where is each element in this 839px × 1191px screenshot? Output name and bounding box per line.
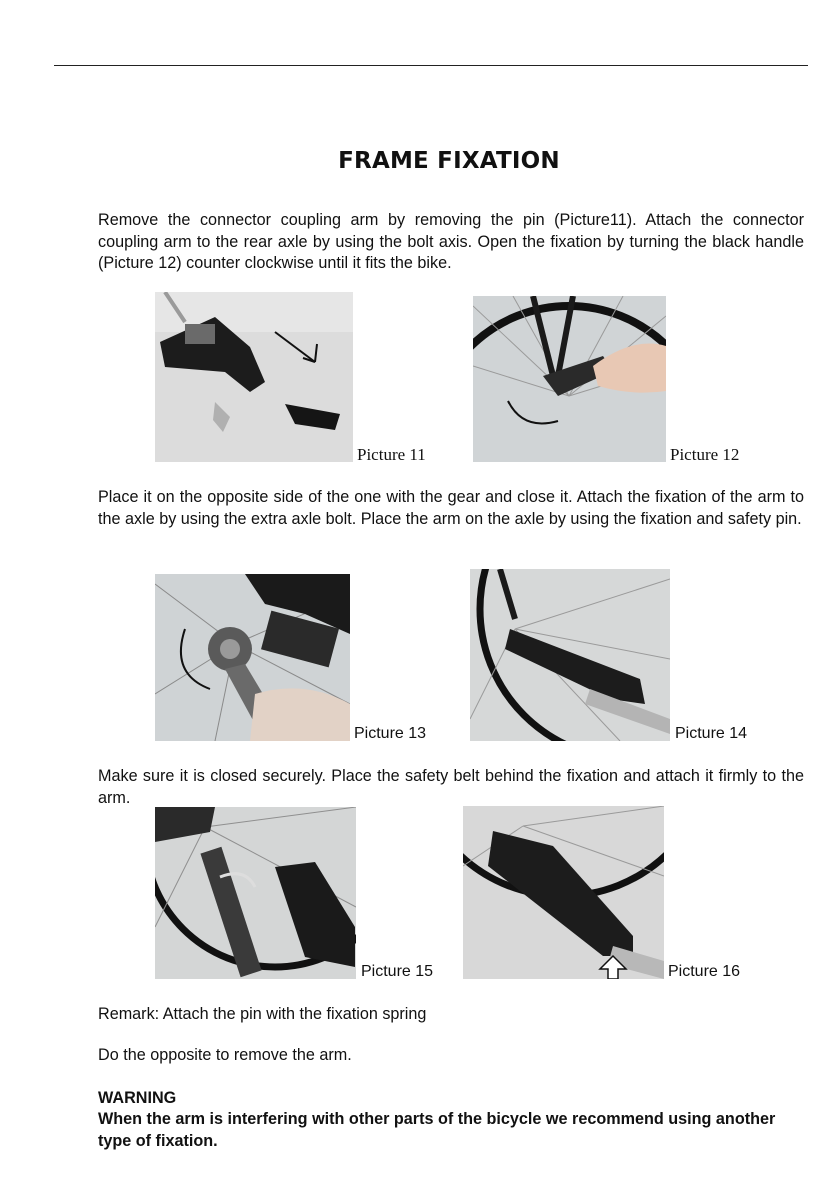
instruction-paragraph-1: Remove the connector coupling arm by removing the pin (Picture11). Attach the connector coupling arm to the rear axle by using the bolt axis. Open the fixation by turning the black handle (Picture 12) counter clockwise until it fits the bike. [98, 211, 804, 272]
remark-text: Remark: Attach the pin with the fixation spring [98, 1005, 427, 1023]
instruction-paragraph-2: Place it on the opposite side of the one with the gear and close it. Attach the fixation of the arm to the axle by using the extra axle bolt. Place the arm on the axle by using the fixation and safety pin. [98, 488, 804, 528]
picture-15-photo [155, 807, 356, 979]
remove-instruction: Do the opposite to remove the arm. [98, 1046, 352, 1064]
picture-16-photo [463, 806, 664, 979]
picture-15-caption: Picture 15 [361, 963, 434, 980]
picture-14-photo [470, 569, 670, 741]
picture-16-caption: Picture 16 [668, 963, 741, 980]
picture-13-caption: Picture 13 [354, 725, 427, 742]
page-title: FRAME FIXATION [338, 148, 560, 174]
warning-heading: WARNING [98, 1089, 177, 1107]
picture-11-caption: Picture 11 [357, 445, 426, 464]
picture-13-photo [155, 574, 350, 741]
picture-14-caption: Picture 14 [675, 725, 748, 742]
picture-12-photo [473, 296, 666, 462]
header-rule [54, 65, 808, 66]
picture-11-photo [155, 292, 353, 462]
instruction-paragraph-3: Make sure it is closed securely. Place the safety belt behind the fixation and attach it firmly to the arm. [98, 767, 804, 807]
warning-text: When the arm is interfering with other parts of the bicycle we recommend using another type of fixation. [98, 1110, 776, 1150]
picture-12-caption: Picture 12 [670, 445, 740, 464]
